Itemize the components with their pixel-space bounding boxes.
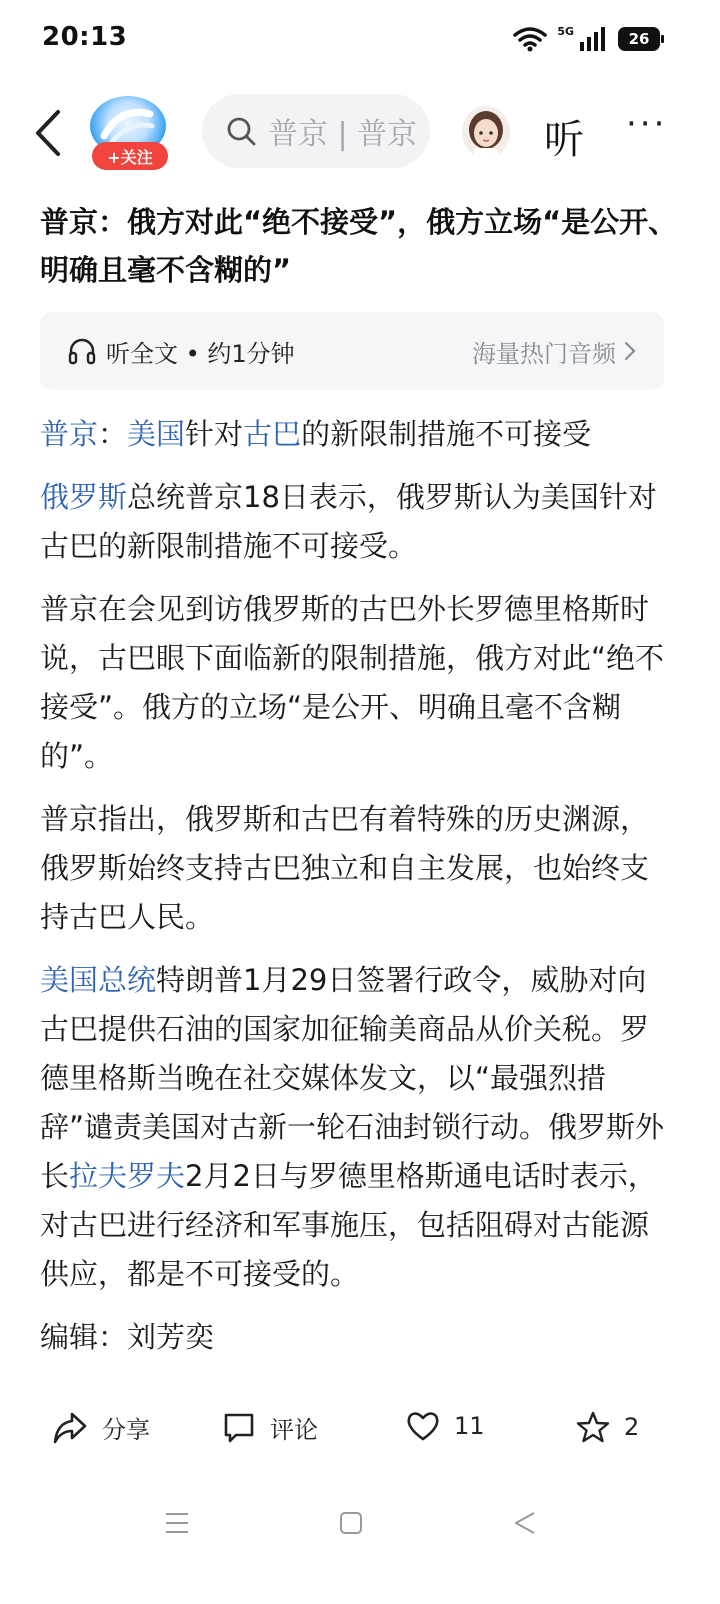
share-button[interactable] bbox=[52, 1410, 150, 1445]
headphones-icon bbox=[68, 337, 96, 365]
battery-icon: 26 bbox=[618, 27, 660, 51]
paragraph-4-text-1: 特朗普1月29日签署行政令，威胁对向古巴提供石油的国家加征输美商品从价关税。罗德里格斯当晚在社交媒体发文，以“最强烈措辞”谴责美国对古新一轮石油封锁行动。俄罗斯外长 bbox=[40, 963, 665, 1193]
heading-colon: ： bbox=[98, 417, 128, 451]
listen-full-text-bar[interactable] bbox=[40, 312, 664, 390]
comment-button[interactable] bbox=[222, 1410, 318, 1445]
article-title: 普京：俄方对此“绝不接受”，俄方立场“是公开、明确且毫不含糊的” bbox=[40, 205, 678, 287]
status-time: 20:13 bbox=[42, 22, 128, 52]
link-russia[interactable]: 俄罗斯 bbox=[40, 480, 128, 514]
paragraph-1-text: 总统普京18日表示，俄罗斯认为美国针对古巴的新限制措施不可接受。 bbox=[40, 480, 657, 563]
listen-button[interactable]: 听 bbox=[544, 117, 584, 163]
network-type: 5G bbox=[557, 24, 574, 38]
paragraph-4-text-2: 2月2日与罗德里格斯通电话时表示，对古巴进行经济和军事施压，包括阻碍对古能源供应，都是不可接受的。 bbox=[40, 1159, 657, 1291]
star-icon bbox=[576, 1410, 610, 1444]
listen-full-text-label: 听全文 • 约1分钟 bbox=[106, 339, 295, 368]
link-cuba[interactable]: 古巴 bbox=[243, 417, 302, 451]
link-lavrov[interactable]: 拉夫罗夫 bbox=[69, 1159, 186, 1193]
like-button[interactable] bbox=[406, 1410, 485, 1442]
link-us-president[interactable]: 美国总统 bbox=[40, 963, 157, 997]
search-icon bbox=[226, 116, 256, 146]
search-bar[interactable] bbox=[202, 94, 430, 168]
home-icon[interactable] bbox=[338, 1510, 364, 1536]
comment-icon bbox=[222, 1411, 256, 1445]
like-count: 11 bbox=[454, 1412, 485, 1440]
signal-icon bbox=[578, 27, 608, 51]
article-body bbox=[40, 410, 666, 1376]
wifi-icon bbox=[513, 26, 547, 52]
link-putin[interactable]: 普京 bbox=[40, 417, 99, 451]
article-heading bbox=[40, 410, 666, 459]
paragraph-4 bbox=[40, 956, 666, 1299]
follow-button[interactable]: +关注 bbox=[92, 142, 168, 170]
content-cutoff bbox=[0, 1380, 720, 1402]
link-usa[interactable]: 美国 bbox=[127, 417, 186, 451]
comment-label: 评论 bbox=[270, 1416, 318, 1444]
status-icons bbox=[513, 22, 660, 56]
paragraph-1 bbox=[40, 473, 666, 571]
paragraph-2: 普京在会见到访俄罗斯的古巴外长罗德里格斯时说，古巴眼下面临新的限制措施，俄方对此“绝不接受”。俄方的立场“是公开、明确且毫不含糊的”。 bbox=[40, 592, 665, 773]
avatar-face-icon bbox=[462, 106, 510, 158]
system-nav-bar bbox=[0, 1494, 720, 1564]
avatar[interactable] bbox=[462, 106, 510, 158]
editor-line: 编辑：刘芳奕 bbox=[40, 1320, 215, 1354]
heading-text-2: 的新限制措施不可接受 bbox=[301, 417, 592, 451]
share-label: 分享 bbox=[102, 1416, 150, 1444]
heart-icon bbox=[406, 1410, 440, 1442]
chevron-right-icon bbox=[624, 341, 636, 361]
hot-audio-link[interactable]: 海量热门音频 bbox=[472, 339, 616, 368]
menu-icon[interactable] bbox=[164, 1510, 190, 1536]
more-menu-button[interactable]: ··· bbox=[626, 104, 668, 144]
action-bar bbox=[0, 1400, 720, 1464]
search-text: 普京 | 普京 bbox=[268, 117, 418, 152]
back-arrow-icon[interactable] bbox=[30, 108, 66, 158]
share-icon bbox=[52, 1411, 88, 1445]
favorite-button[interactable] bbox=[576, 1410, 639, 1444]
favorite-count: 2 bbox=[624, 1413, 640, 1441]
heading-text-1: 针对 bbox=[185, 417, 244, 451]
back-triangle-icon[interactable] bbox=[512, 1510, 538, 1536]
paragraph-3: 普京指出，俄罗斯和古巴有着特殊的历史渊源，俄罗斯始终支持古巴独立和自主发展，也始终支持古巴人民。 bbox=[40, 802, 650, 934]
